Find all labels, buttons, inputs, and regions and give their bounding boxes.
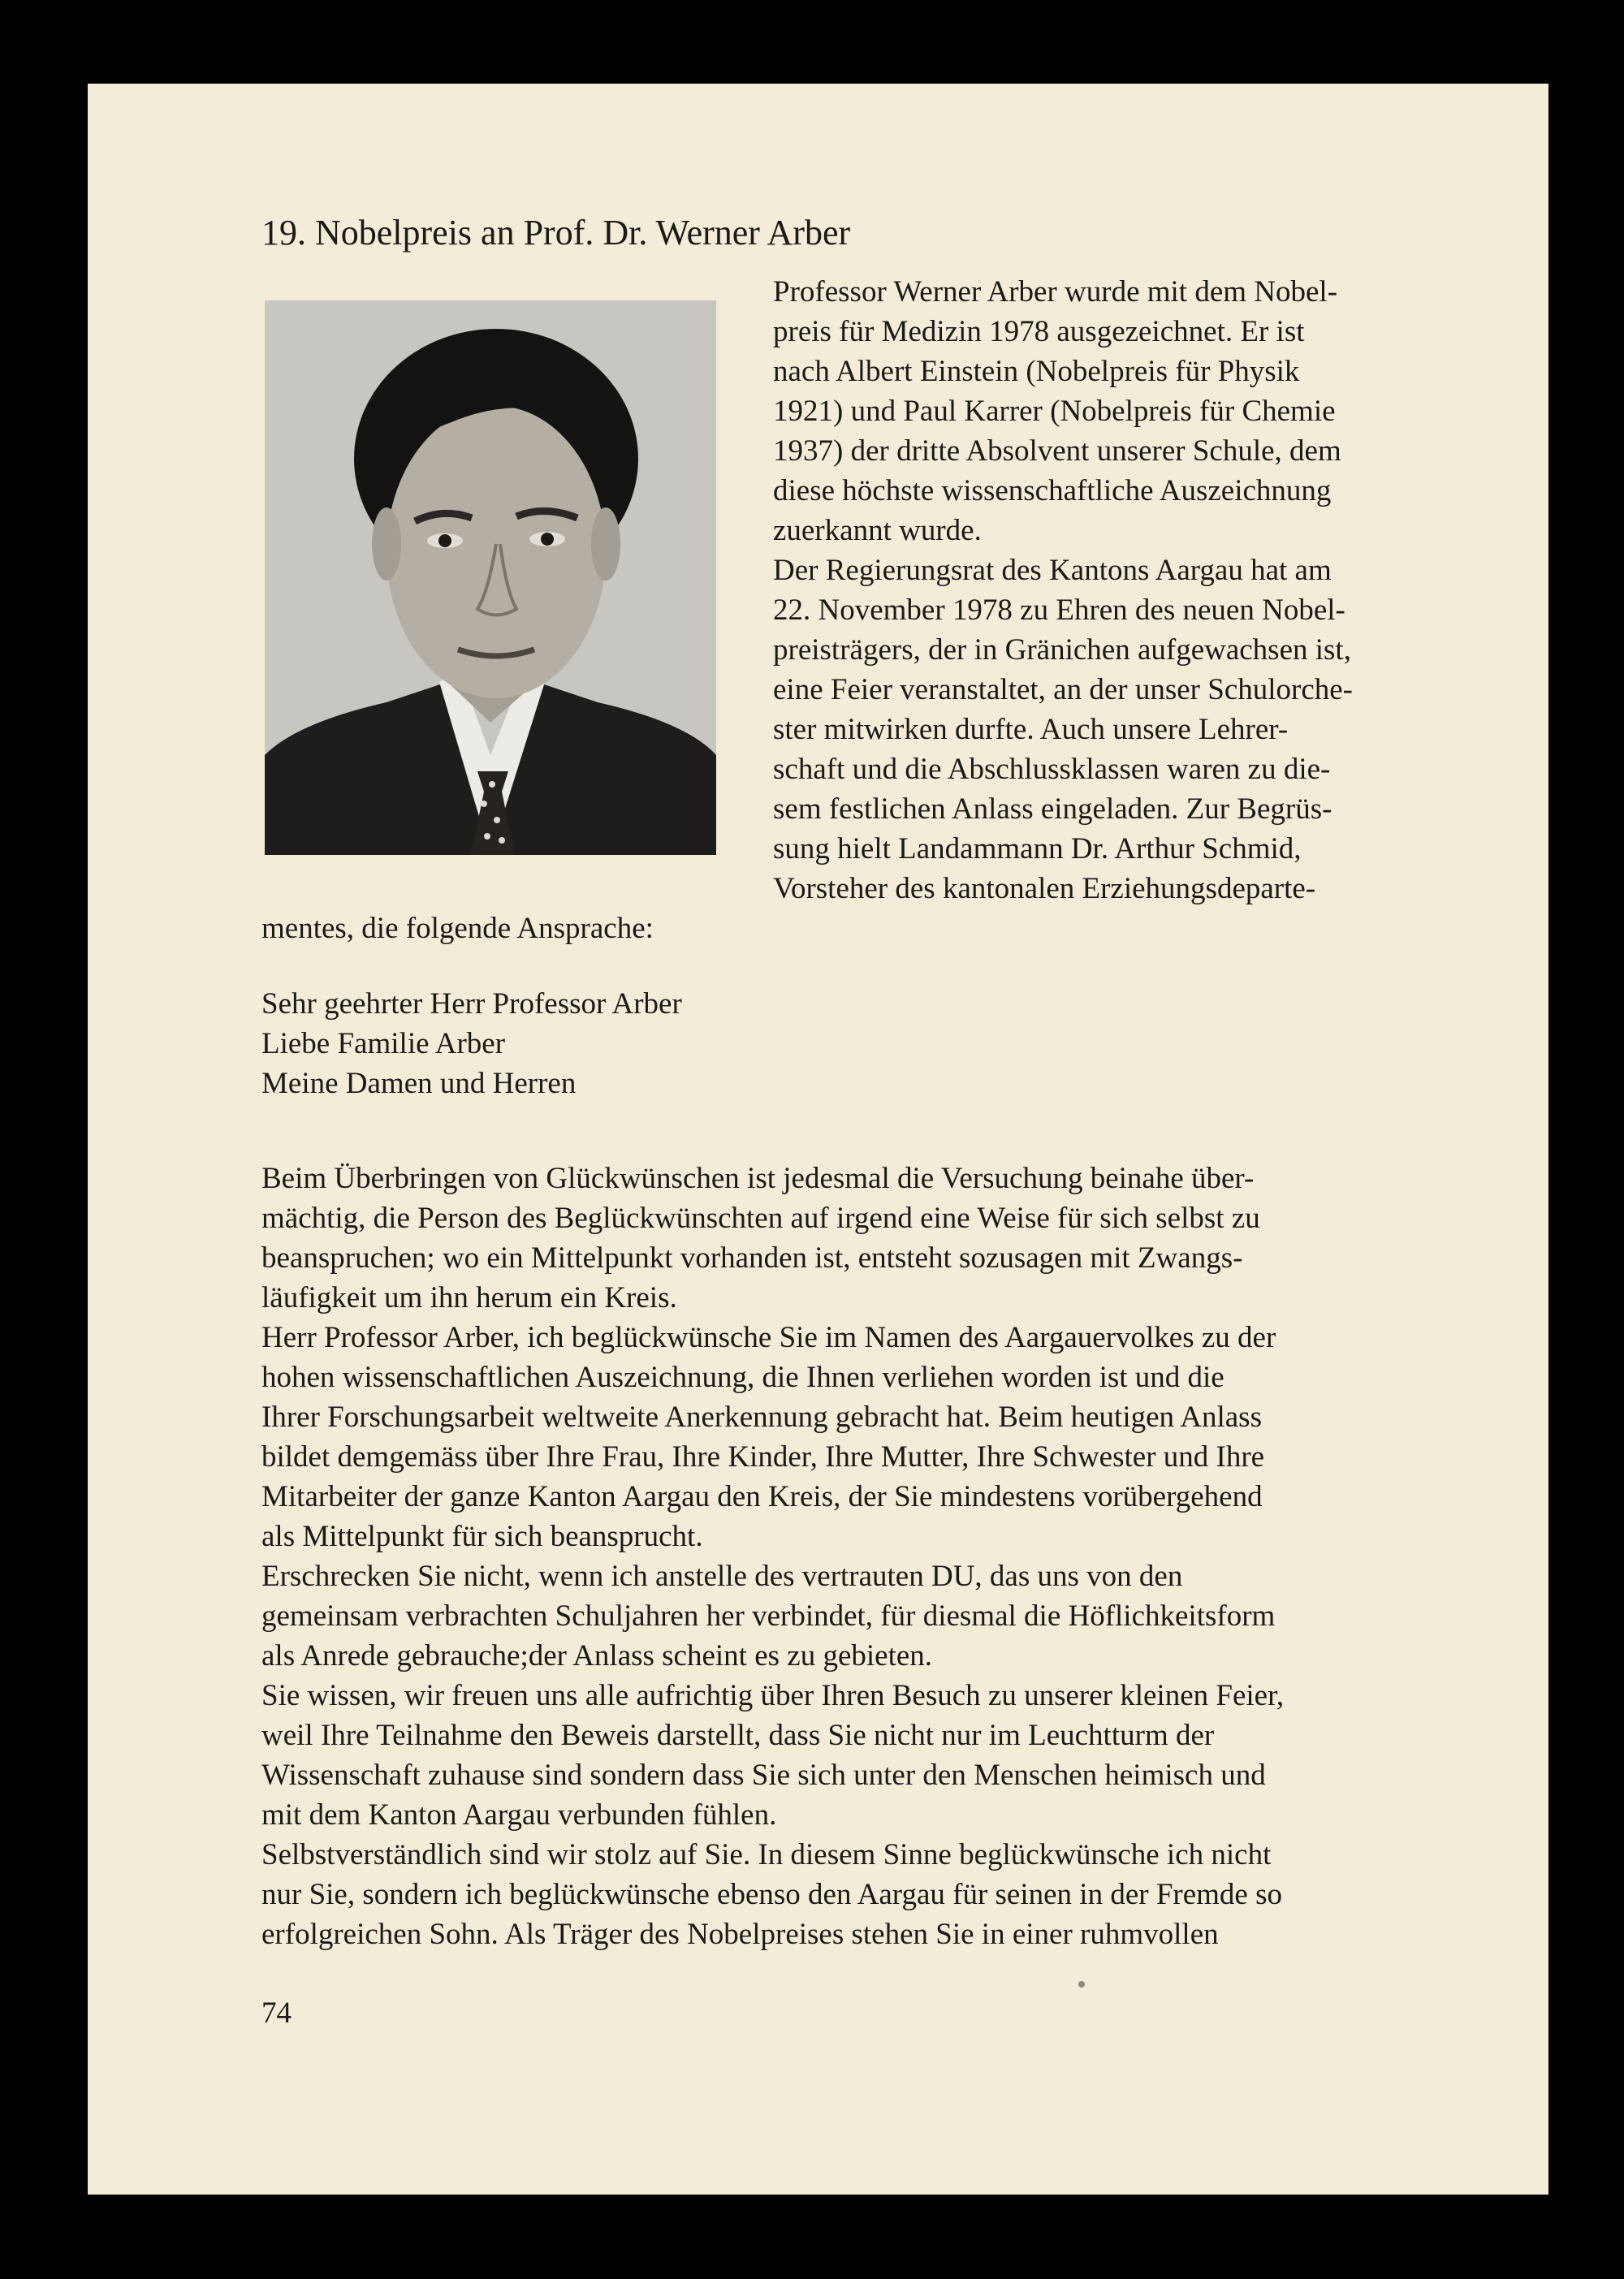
portrait-image (265, 300, 716, 855)
speech-line: nur Sie, sondern ich beglückwünsche ebenso den Aargau für seinen in der Fremde so (261, 1878, 1282, 1911)
speech-line: erfolgreichen Sohn. Als Träger des Nobelpreises stehen Sie in einer ruhmvollen (261, 1918, 1219, 1951)
page-title: 19. Nobelpreis an Prof. Dr. Werner Arber (261, 213, 851, 253)
intro-line: nach Albert Einstein (Nobelpreis für Physik (773, 355, 1300, 388)
speech-line: mit dem Kanton Aargau verbunden fühlen. (261, 1798, 777, 1832)
speech-line: gemeinsam verbrachten Schuljahren her verbindet, für diesmal die Höflichkeitsform (261, 1599, 1276, 1633)
speech-line: als Mittelpunkt für sich beansprucht. (261, 1520, 703, 1553)
salutation-line: Liebe Familie Arber (261, 1027, 506, 1060)
speech-line: beanspruchen; wo ein Mittelpunkt vorhanden ist, entsteht sozusagen mit Zwangs- (261, 1241, 1243, 1275)
speech-line: läufigkeit um ihn herum ein Kreis. (261, 1281, 677, 1314)
intro-line: ster mitwirken durfte. Auch unsere Lehrer- (773, 713, 1289, 746)
salutation-line: Sehr geehrter Herr Professor Arber (261, 987, 682, 1021)
intro-line: diese höchste wissenschaftliche Auszeichnung (773, 474, 1332, 507)
speech-line: Sie wissen, wir freuen uns alle aufrichtig über Ihren Besuch zu unserer kleinen Feier, (261, 1679, 1285, 1712)
document-page (88, 84, 1548, 2195)
intro-continuation: mentes, die folgende Ansprache: (261, 912, 654, 945)
speech-line: Selbstverständlich sind wir stolz auf Sie. In diesem Sinne beglückwünsche ich nicht (261, 1838, 1272, 1871)
intro-line: Professor Werner Arber wurde mit dem Nobel- (773, 275, 1338, 309)
intro-line: sung hielt Landammann Dr. Arthur Schmid, (773, 832, 1302, 865)
intro-line: Vorsteher des kantonalen Erziehungsdeparte- (773, 872, 1316, 905)
speech-line: Ihrer Forschungsarbeit weltweite Anerkennung gebracht hat. Beim heutigen Anlass (261, 1401, 1262, 1434)
ink-spot (1078, 1981, 1085, 1988)
intro-line: schaft und die Abschlussklassen waren zu die- (773, 753, 1331, 786)
speech-line: als Anrede gebrauche;der Anlass scheint es zu gebieten. (261, 1639, 933, 1673)
intro-line: preis für Medizin 1978 ausgezeichnet. Er ist (773, 315, 1305, 348)
speech-line: Wissenschaft zuhause sind sondern dass Sie sich unter den Menschen heimisch und (261, 1759, 1266, 1792)
intro-line: 1921) und Paul Karrer (Nobelpreis für Chemie (773, 395, 1336, 428)
intro-line: eine Feier veranstaltet, an der unser Schulorche- (773, 673, 1354, 706)
intro-line: 22. November 1978 zu Ehren des neuen Nobel- (773, 593, 1345, 627)
intro-line: preisträgers, der in Gränichen aufgewachsen ist, (773, 633, 1351, 667)
portrait-photo (265, 300, 716, 855)
speech-line: Beim Überbringen von Glückwünschen ist jedesmal die Versuchung beinahe über- (261, 1162, 1255, 1195)
speech-line: weil Ihre Teilnahme den Beweis darstellt, dass Sie nicht nur im Leuchtturm der (261, 1719, 1215, 1752)
speech-line: hohen wissenschaftlichen Auszeichnung, die Ihnen verliehen worden ist und die (261, 1361, 1224, 1394)
intro-line: 1937) der dritte Absolvent unserer Schule, dem (773, 434, 1341, 468)
speech-line: mächtig, die Person des Beglückwünschten auf irgend eine Weise für sich selbst zu (261, 1202, 1260, 1235)
page-number: 74 (261, 1996, 292, 2030)
intro-line: zuerkannt wurde. (773, 514, 982, 547)
salutation-line: Meine Damen und Herren (261, 1067, 577, 1100)
speech-line: Mitarbeiter der ganze Kanton Aargau den Kreis, der Sie mindestens vorübergehend (261, 1480, 1263, 1513)
intro-line: Der Regierungsrat des Kantons Aargau hat am (773, 554, 1332, 587)
intro-line: sem festlichen Anlass eingeladen. Zur Begrüs- (773, 792, 1332, 826)
speech-line: Erschrecken Sie nicht, wenn ich anstelle des vertrauten DU, das uns von den (261, 1560, 1183, 1593)
speech-line: Herr Professor Arber, ich beglückwünsche Sie im Namen des Aargauervolkes zu der (261, 1321, 1276, 1354)
speech-line: bildet demgemäss über Ihre Frau, Ihre Kinder, Ihre Mutter, Ihre Schwester und Ihre (261, 1440, 1265, 1474)
